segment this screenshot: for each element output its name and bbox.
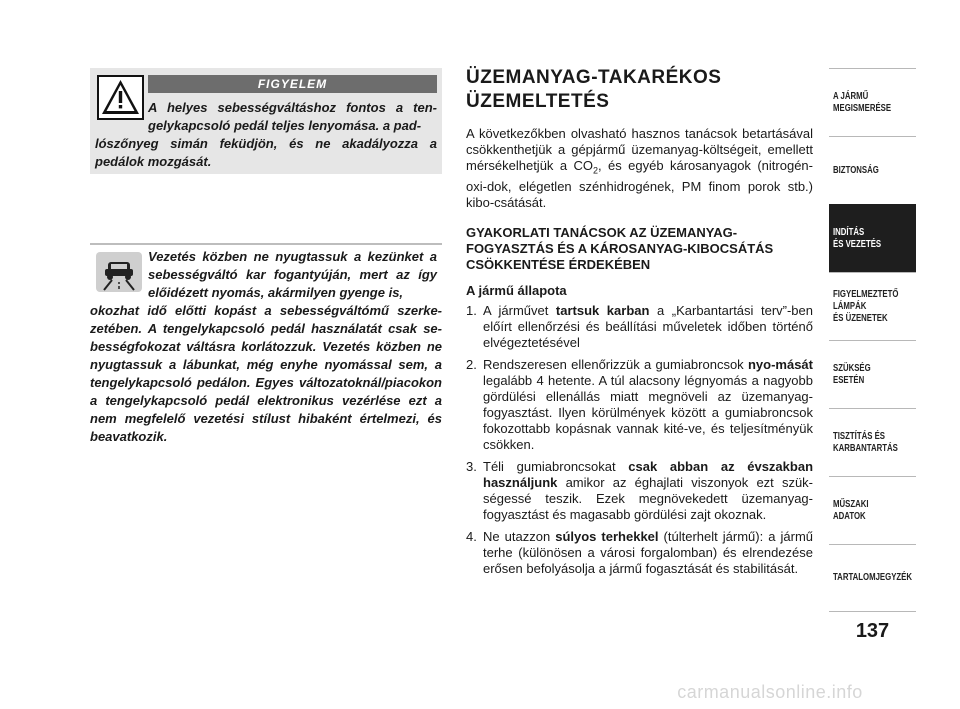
item-text: amikor az éghajlati viszonyok ezt szük-ségessé teszik. Ezek megnövekedett üzemanyag-fogyasztást és magasabb gördülési zajt okoznak.: [483, 474, 813, 522]
note-text-first: Vezetés közben ne nyugtassuk a kezünket a sebességváltó kar fogantyúján, mert az így előidézett nyomás, akármilyen gyenge is,: [148, 249, 437, 300]
page-number: 137: [855, 620, 890, 642]
item-text: Rendszeresen ellenőrizzük a gumiabroncsok: [483, 356, 748, 372]
item-bold: tartsuk karban: [555, 302, 650, 318]
item-bold: csak abban az évszakban használjunk: [483, 458, 814, 490]
list-item: [466, 459, 813, 523]
intro-text-before: A következőkben olvasható hasznos tanácsok betartásával csökkenthetjük a gépjármű üzemanyag-költségeit, emellett mérsékelhetjük a CO: [466, 126, 813, 173]
chapter-tabs: [829, 68, 916, 612]
tab-warning-lights[interactable]: [829, 272, 916, 340]
intro-text-after: , és egyéb károsanyagok (nitrogén-oxi-dok, elégetlen szénhidrogének, PM finom porok stb.) kibo-csátását.: [466, 158, 813, 210]
item-text: legalább 4 hetente. A túl alacsony légnyomás a nagyobb gördülési ellenállás miatt megnöveli az üzemanyag-fogyasztást. Ilyen körülmények között a gumiabroncsok fokozottabb kopásnak vannak kité-ve, és teljesítményük csökken.: [483, 372, 813, 452]
tab-label: BIZTONSÁG: [833, 164, 879, 176]
warning-text-first: A helyes sebességváltáshoz fontos a ten-gelykapcsoló pedál teljes lenyomása. a pad-: [148, 100, 437, 133]
article: [466, 66, 813, 583]
item-number: 4.: [466, 528, 477, 544]
list-item: [466, 357, 813, 453]
list-item: [466, 529, 813, 577]
note-text-rest: okozhat idő előtti kopást a sebességváltómű szerke-zetében. A tengelykapcsoló pedál használatát csak se-bességfokozat váltásra korlátozzuk. Vezetés közben ne nyugtassuk a lábunkat, még enyhe nyomással sem, a tengelykapcsoló pedálon. Egyes változatoknál/piacokon a tengelykapcsoló pedál elektronikus vezérlése ezt a nem megfelelő vezetési stílust hibaként értelmezi, és beavatkozik.: [90, 303, 442, 444]
intro-paragraph: [466, 126, 813, 211]
item-bold: nyo-mását: [747, 356, 813, 372]
tab-label: INDÍTÁS ÉS VEZETÉS: [833, 226, 882, 250]
tab-label: A JÁRMŰ MEGISMERÉSE: [833, 90, 892, 114]
tab-label: TARTALOMJEGYZÉK: [833, 572, 913, 583]
tab-starting-driving[interactable]: [829, 204, 916, 272]
section-title: GYAKORLATI TANÁCSOK AZ ÜZEMANYAG-FOGYASZTÁS ÉS A KÁROSANYAG-KIBOCSÁTÁS CSÖKKENTÉSE ÉRDEKÉBEN: [466, 224, 774, 272]
tab-vehicle-overview[interactable]: [829, 68, 916, 136]
warning-header: FIGYELEM: [148, 75, 437, 93]
tab-label: MŰSZAKI ADATOK: [833, 498, 869, 522]
item-number: 3.: [466, 458, 477, 474]
item-text: a „Karbantartási terv”-ben előírt ellenőrzési és beállítási műveletek időben történő elvégeztetésével: [483, 302, 813, 350]
article-title: ÜZEMANYAG-TAKARÉKOS ÜZEMELTETÉS: [466, 67, 722, 112]
tab-maintenance[interactable]: [829, 408, 916, 476]
tab-label: TISZTÍTÁS ÉS KARBANTARTÁS: [833, 430, 898, 454]
tab-label: SZÜKSÉG ESETÉN: [833, 362, 871, 386]
item-text: A járművet: [483, 302, 556, 318]
warning-text-rest: lószőnyeg simán feküdjön, és ne akadályozza a pedálok mozgását.: [95, 136, 437, 169]
tab-index[interactable]: [829, 544, 916, 612]
list-item: [466, 303, 813, 351]
tab-emergency[interactable]: [829, 340, 916, 408]
tab-technical-data[interactable]: [829, 476, 916, 544]
note-divider: [90, 243, 442, 245]
car-road-note-icon: [96, 252, 142, 292]
subsection-title: A jármű állapota: [466, 282, 567, 298]
tab-label: FIGYELMEZTETŐ LÁMPÁK ÉS ÜZENETEK: [833, 288, 899, 324]
watermark-text: carmanualsonline.info: [677, 682, 863, 702]
intro-subscript: 2: [592, 165, 598, 176]
item-text: Ne utazzon: [483, 528, 556, 544]
item-text: Téli gumiabroncsokat: [483, 458, 629, 474]
advice-list: [466, 303, 813, 577]
item-number: 2.: [466, 356, 477, 372]
item-number: 1.: [466, 302, 477, 318]
warning-triangle-icon: [97, 75, 144, 120]
item-text: (túlterhelt jármű): a jármű terhe (különösen a városi forgalomban) és elrendezése erősen befolyásolja a jármű fogasztását és stabilitását.: [483, 528, 814, 576]
item-bold: súlyos terhekkel: [555, 528, 659, 544]
tab-safety[interactable]: [829, 136, 916, 204]
